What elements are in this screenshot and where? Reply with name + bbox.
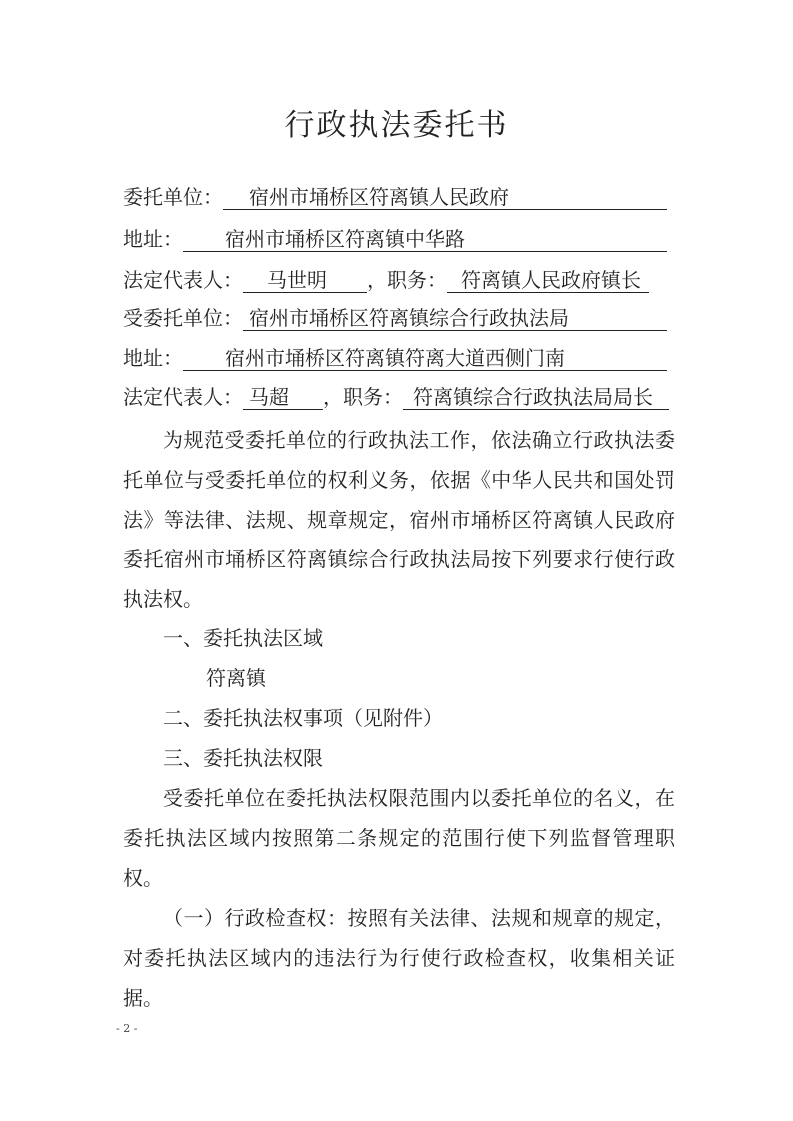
clause-1-paragraph: （一）行政检查权：按照有关法律、法规和规章的规定，对委托执法区域内的违法行为行使行政检查权，收集相关证据。	[123, 906, 675, 1010]
section-2-heading: 二、委托执法权事项（见附件）	[163, 706, 443, 730]
principal-position-value: 符离镇人民政府镇长	[447, 268, 649, 293]
agent-position-label: ，职务：	[323, 385, 403, 409]
principal-unit-value: 宿州市埇桥区符离镇人民政府	[223, 185, 667, 210]
principal-rep-line	[123, 267, 649, 293]
principal-rep-value: 马世明	[243, 268, 367, 293]
principal-address-line	[123, 226, 667, 252]
principal-address-value: 宿州市埇桥区符离镇中华路	[183, 227, 667, 252]
agent-rep-label: 法定代表人：	[123, 385, 243, 409]
section-1-content: 符离镇	[206, 666, 266, 690]
agent-position-value: 符离镇综合行政执法局局长	[403, 385, 669, 410]
agent-rep-line	[123, 384, 669, 410]
principal-unit-label: 委托单位：	[123, 185, 223, 209]
intro-paragraph: 为规范受委托单位的行政执法工作，依法确立行政执法委托单位与受委托单位的权利义务，依据《中华人民共和国处罚法》等法律、法规、规章规定，宿州市埇桥区符离镇人民政府委托宿州市埇桥区符离镇综合行政执法局按下列要求行使行政执法权。	[123, 428, 675, 612]
principal-rep-label: 法定代表人：	[123, 268, 243, 292]
page-number: - 2 -	[116, 1022, 138, 1035]
section-3-heading: 三、委托执法权限	[163, 746, 323, 770]
principal-unit-line	[123, 184, 667, 210]
document-title: 行政执法委托书	[284, 108, 509, 143]
agent-unit-value: 宿州市埇桥区符离镇综合行政执法局	[243, 306, 667, 331]
section-1-heading: 一、委托执法区域	[163, 626, 323, 650]
agent-address-value: 宿州市埇桥区符离镇符离大道西侧门南	[183, 346, 667, 371]
section-3-paragraph: 受委托单位在委托执法权限范围内以委托单位的名义，在委托执法区域内按照第二条规定的范围行使下列监督管理职权。	[123, 786, 675, 890]
principal-address-label: 地址：	[123, 227, 183, 251]
agent-address-line	[123, 345, 667, 371]
agent-unit-line	[123, 305, 667, 331]
agent-address-label: 地址：	[123, 346, 183, 370]
agent-rep-value: 马超	[243, 385, 323, 410]
agent-unit-label: 受委托单位：	[123, 306, 243, 330]
principal-position-label: ，职务：	[367, 268, 447, 292]
